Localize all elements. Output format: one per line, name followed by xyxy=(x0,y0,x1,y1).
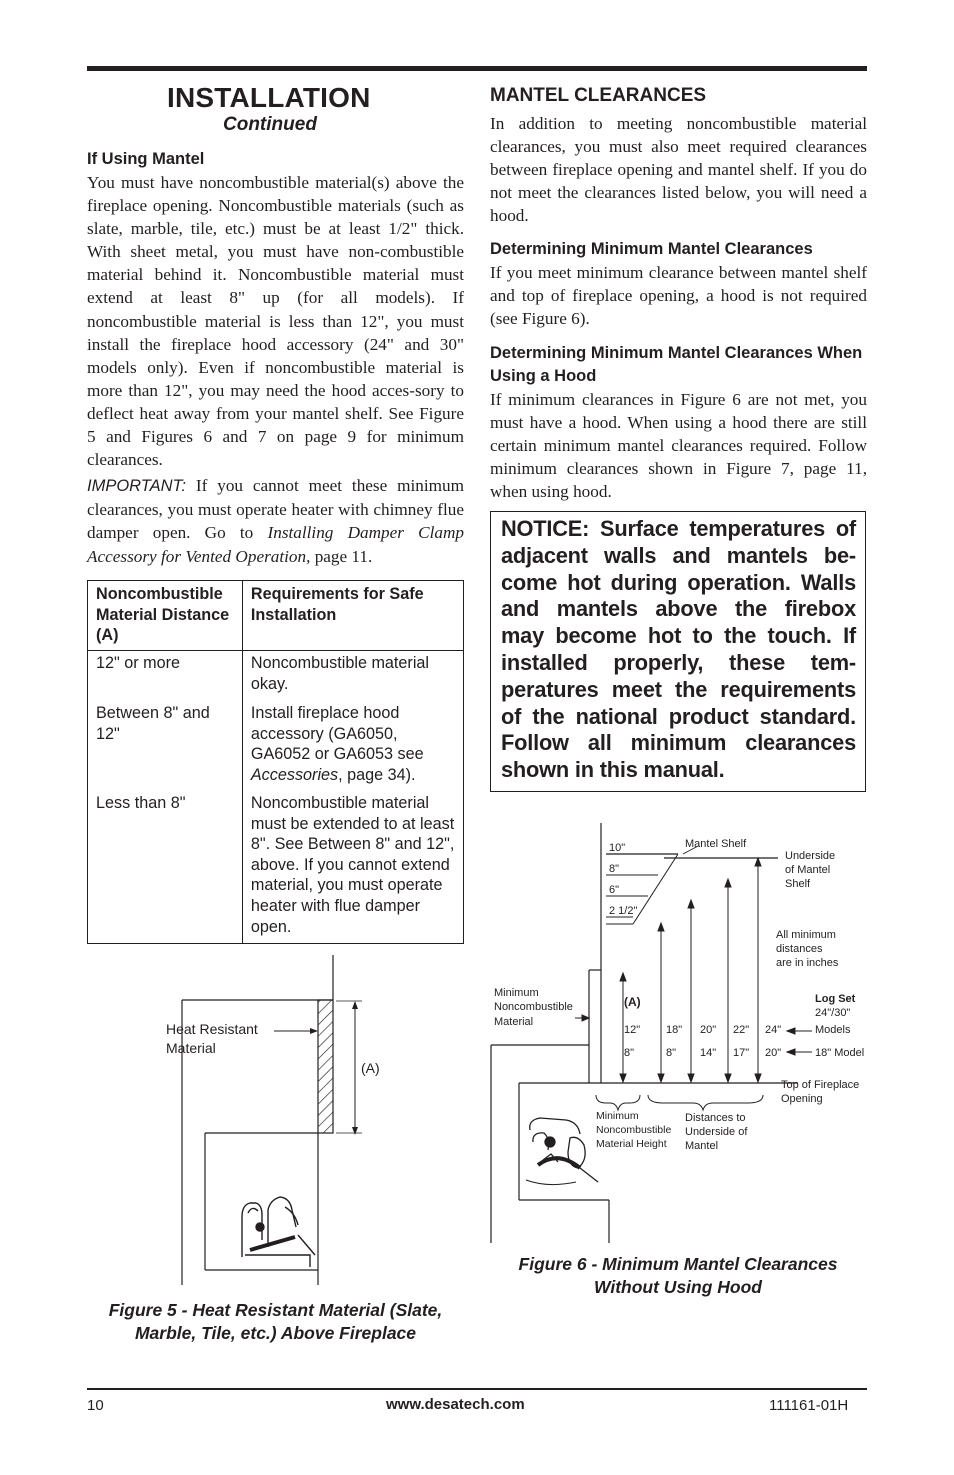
models-label: Models xyxy=(815,1024,851,1036)
important-tail: page 11. xyxy=(310,546,373,566)
accessories-reference: Accessories xyxy=(250,765,339,784)
shelf-depth-2-5: 2 1/2" xyxy=(609,905,638,917)
section-subtitle: Continued xyxy=(223,114,317,135)
distance-a-label: (A) xyxy=(361,1060,380,1076)
if-using-mantel-heading: If Using Mantel xyxy=(87,150,205,168)
col-header-requirements: Requirements for Safe Installation xyxy=(242,581,463,651)
log-set-icon xyxy=(242,1197,315,1267)
row1-value: 12" xyxy=(624,1024,641,1036)
all-min-label: are in inches xyxy=(776,957,839,969)
min-nc-height-label: Minimum xyxy=(596,1110,639,1122)
row2-value: 14" xyxy=(700,1047,717,1059)
figure-6-caption xyxy=(490,1253,866,1299)
shelf-depth-6: 6" xyxy=(609,884,620,896)
figure-5-diagram xyxy=(150,955,390,1290)
underside-label: Underside xyxy=(785,850,836,862)
min-clearances-heading: Determining Minimum Mantel Clearances xyxy=(490,240,813,258)
models-label: 24"/30" xyxy=(815,1007,851,1019)
website-url: www.desatech.com xyxy=(386,1396,525,1413)
requirement-text: Install fireplace hood accessory (GA6050, GA6052 or GA6053 see xyxy=(250,704,424,764)
distances-label: Underside of xyxy=(685,1126,748,1138)
caption-line: Without Using Hood xyxy=(594,1277,762,1297)
distances-label: Distances to xyxy=(685,1112,746,1124)
row2-value: 8" xyxy=(624,1047,635,1059)
row1-value: 18" xyxy=(666,1024,683,1036)
requirement-text: , page 34). xyxy=(338,765,416,784)
row-requirement: Noncombustible material must be extended to at least 8". See Between 8" and 12", above. If you cannot extend material, you must operate heater with flue damper open. xyxy=(242,791,463,944)
col-header-distance: Noncombustible Material Distance (A) xyxy=(88,581,243,651)
damper-clamp-reference: Installing Damper Clamp Accessory for Vented Operation, xyxy=(87,523,464,566)
min-nc-material-label: Minimum xyxy=(494,987,539,999)
mantel-clearances-text: In addition to meeting noncombustible material clearances, you must also meet required clearances between fireplace opening and mantel shelf. If you do not meet the clearances listed below, you will need a hood. xyxy=(490,114,867,226)
document-number: 111161-01H xyxy=(769,1397,849,1414)
min-nc-material-label: Noncombustible xyxy=(494,1001,573,1013)
top-opening-label: Opening xyxy=(781,1093,823,1105)
min-nc-material-label: Material xyxy=(494,1016,534,1028)
mantel-paragraph: You must have noncombustible material(s) above the fireplace opening. Noncombustible materials (such as slate, marble, tile, etc.) must be at least 1/2" thick. With sheet metal, you must have non-combustible material behind it. Noncombustible material must extend at least 8" up (for all models). If noncombustible material is less than 12", you must install the fireplace hood accessory (24" and 30" models only). Even if noncombustible material is more than 12", you may need the hood acces-sory to deflect heat away from your mantel shelf. See Figure 5 and Figures 6 and 7 on page 9 for minimum clearances. xyxy=(87,173,464,470)
figure-6-diagram xyxy=(488,820,868,1250)
page-number: 10 xyxy=(87,1397,104,1414)
important-label: IMPORTANT: xyxy=(87,477,186,496)
log-set-icon xyxy=(526,1118,598,1185)
table-row xyxy=(88,701,464,791)
table-header-row xyxy=(88,581,464,651)
hood-clearances-heading: Determining Minimum Mantel Clearances When Using a Hood xyxy=(490,344,863,385)
section-title: INSTALLATION xyxy=(167,82,371,113)
distances-label: Mantel xyxy=(685,1140,719,1152)
top-opening-label: Top of Fireplace xyxy=(781,1079,860,1091)
hood-clearances-text: If minimum clearances in Figure 6 are not met, you must have a hood. When using a hood there are still certain minimum mantel clearances required. Follow minimum clearances shown in Figure 7, page 11, when using hood. xyxy=(490,390,867,502)
heat-resistant-label: Heat Resistant xyxy=(166,1021,258,1037)
notice-box: NOTICE: Surface temperatures of adjacent walls and mantels be-come hot during operation. Walls and mantels above the firebox may become hot to the touch. If installed properly, these tem-peratures meet the requirements of the national product standard. Follow all minimum clearances shown in this manual. xyxy=(490,511,866,792)
if-using-mantel-text xyxy=(87,171,464,568)
footer-rule xyxy=(87,1388,867,1390)
row2-value: 8" xyxy=(666,1047,677,1059)
underside-label: of Mantel xyxy=(785,864,831,876)
row-requirement: Noncombustible material okay. xyxy=(242,651,463,702)
row2-value: 17" xyxy=(733,1047,750,1059)
caption-line: Marble, Tile, etc.) Above Fireplace xyxy=(134,1323,417,1343)
figure-5-caption xyxy=(87,1299,464,1345)
all-min-label: distances xyxy=(776,943,823,955)
log-set-label: Log Set xyxy=(815,993,856,1005)
caption-line: Figure 6 - Minimum Mantel Clearances xyxy=(518,1254,838,1274)
table-row xyxy=(88,791,464,944)
important-paragraph xyxy=(87,474,464,567)
all-min-label: All minimum xyxy=(776,929,836,941)
underside-label: Shelf xyxy=(785,878,811,890)
row-requirement xyxy=(242,701,463,791)
model-18-label: 18" Model xyxy=(815,1047,865,1059)
table-row xyxy=(88,651,464,702)
min-nc-height-label: Material Height xyxy=(596,1138,667,1150)
mantel-clearances-heading: MANTEL CLEARANCES xyxy=(490,85,707,106)
heat-resistant-material-block xyxy=(318,1000,333,1133)
top-rule xyxy=(87,66,867,71)
row-distance: Between 8" and 12" xyxy=(88,701,243,791)
row-distance: 12" or more xyxy=(88,651,243,702)
min-clearances-text: If you meet minimum clearance between mantel shelf and top of fireplace opening, a hood is not required (see Figure 6). xyxy=(490,263,867,329)
row-distance: Less than 8" xyxy=(88,791,243,944)
row1-value: 20" xyxy=(700,1024,717,1036)
row1-value: 22" xyxy=(733,1024,750,1036)
shelf-depth-10: 10" xyxy=(609,842,626,854)
requirements-table xyxy=(87,580,464,944)
shelf-depth-8: 8" xyxy=(609,863,620,875)
min-nc-height-label: Noncombustible xyxy=(596,1124,672,1136)
important-text: If you cannot meet these minimum clearances, you must operate heater with chimney flue damper open. Go to xyxy=(87,476,464,543)
heat-resistant-label: Material xyxy=(166,1040,216,1056)
row1-value: 24" xyxy=(765,1024,782,1036)
caption-line: Figure 5 - Heat Resistant Material (Slate, xyxy=(108,1300,443,1320)
row2-value: 20" xyxy=(765,1047,782,1059)
a-label: (A) xyxy=(624,995,641,1009)
mantel-shelf-label: Mantel Shelf xyxy=(685,838,747,850)
